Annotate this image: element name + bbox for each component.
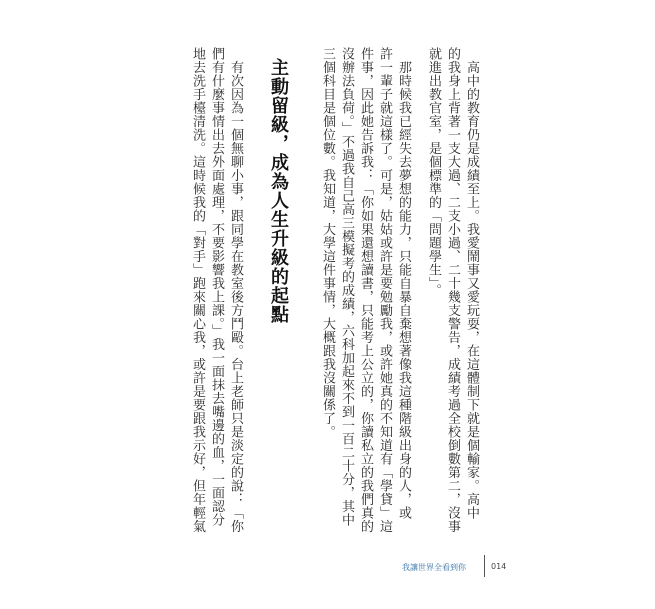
- text-column: 件事，因此她告訴我：「你如果還想讀書，只能考上公立的，你讀私立的我們真的: [358, 47, 373, 533]
- text-column: 許一輩子就這樣了。可是，姑姑或許是要勉勵我，或許她真的不知道有「學貸」這: [377, 47, 392, 533]
- running-book-title: 我讓世界全看到你: [402, 563, 466, 572]
- text-column: 那時候我已經失去夢想的能力，只能自暴自棄想著像我這種階級出身的人，或: [396, 47, 411, 520]
- section-heading: 主動留級，成為人生升級的起點: [268, 58, 289, 324]
- text-column: 就進出教官室，是個標準的「問題學生」。: [426, 47, 441, 297]
- text-column: 有次因為一個無聊小事，跟同學在教室後方鬥毆。台上老師只是淡定的說：「你: [228, 47, 243, 533]
- footer-divider: [484, 555, 485, 577]
- text-column: 地去洗手檯清洗。這時候我的「對手」跑來關心我，或許是要跟我示好，但年輕氣: [190, 47, 205, 533]
- text-column: 沒辦法負荷。」不過我自己高三模擬考的成績，六科加起來不到一百二十分，其中: [339, 47, 354, 527]
- text-column: 們有什麼事情出去外面處理，不要影響我上課。」我一面抹去嘴邊的血，一面認分: [209, 47, 224, 527]
- page-number: 014: [491, 562, 507, 571]
- text-column: 三個科目是個位數。我知道，大學這件事情，大概跟我沒關係了。: [320, 47, 335, 439]
- text-column: 高中的教育仍是成績至上。我愛鬧事又愛玩耍，在這體制下就是個輸家。高中: [464, 47, 479, 520]
- text-column: 的我身上背著一支大過、二支小過、二十幾支警告，成績考過全校倒數第二，沒事: [445, 47, 460, 533]
